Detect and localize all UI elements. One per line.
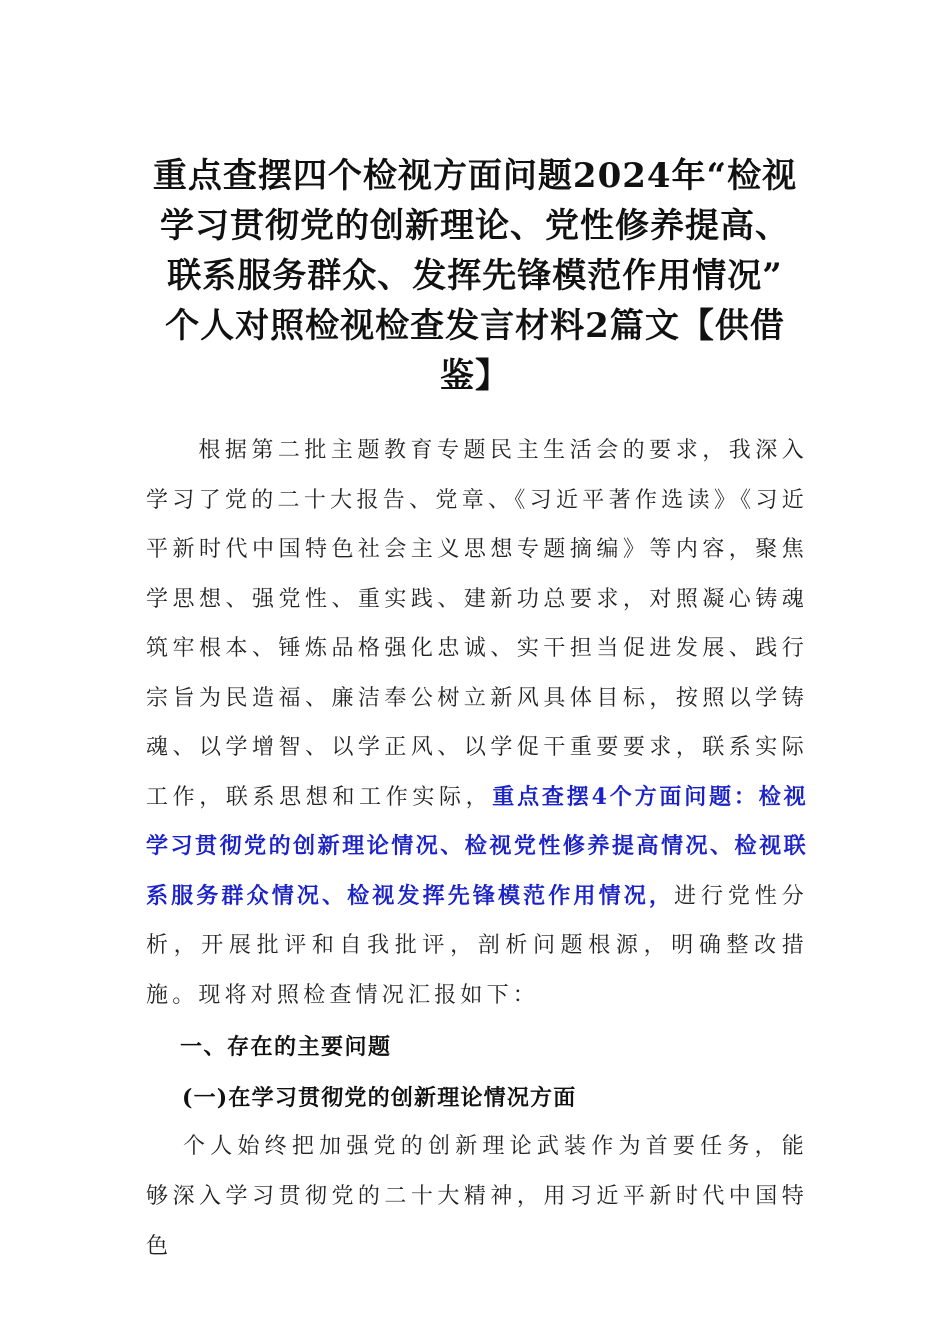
title-line-2: 学习贯彻党的创新理论、党性修养提高、 xyxy=(160,205,790,246)
intro-text: 根据第二批主题教育专题民主生活会的要求，我深入学习了党的二十大报告、党章、《习近平著作选读》《习近平新时代中国特色社会主义思想专题摘编》等内容，聚焦学思想、强党性、重实践、建新功总要求，对照凝心铸魂筑牢根本、锤炼品格强化忠诚、实干担当促进发展、践行宗旨为民造福、廉洁奉公树立新风具体目标，按照以学铸魂、以学增智、以学正风、以学促干重要要求，联系实际工作，联系思想和工作实际， xyxy=(146,438,808,810)
subsection-paragraph xyxy=(146,1122,808,1272)
intro-paragraph xyxy=(146,426,808,1020)
section-heading: 一、存在的主要问题 xyxy=(180,1034,392,1060)
subsection-text: 个人始终把加强党的创新理论武装作为首要任务，能够深入学习贯彻党的二十大精神，用习近平新时代中国特色 xyxy=(146,1134,808,1259)
highlighted-text: 重点查摆4个方面问题：检视学习贯彻党的创新理论情况、检视党性修养提高情况、检视联系服务群众情况、检视发挥先锋模范作用情况， xyxy=(146,783,808,909)
document-title xyxy=(140,151,810,401)
intro-text-end: 进行党性分析，开展批评和自我批评，剖析问题根源，明确整改措施。现将对照检查情况汇报如下： xyxy=(146,883,808,1008)
title-line-4: 个人对照检视检查发言材料2篇文【供借 xyxy=(165,305,785,346)
title-line-3: 联系服务群众、发挥先锋模范作用情况” xyxy=(167,255,783,296)
title-line-5: 鉴】 xyxy=(440,355,510,396)
subsection-heading: (一)在学习贯彻党的创新理论情况方面 xyxy=(182,1085,577,1111)
title-line-1: 重点查摆四个检视方面问题2024年“检视 xyxy=(152,155,798,196)
